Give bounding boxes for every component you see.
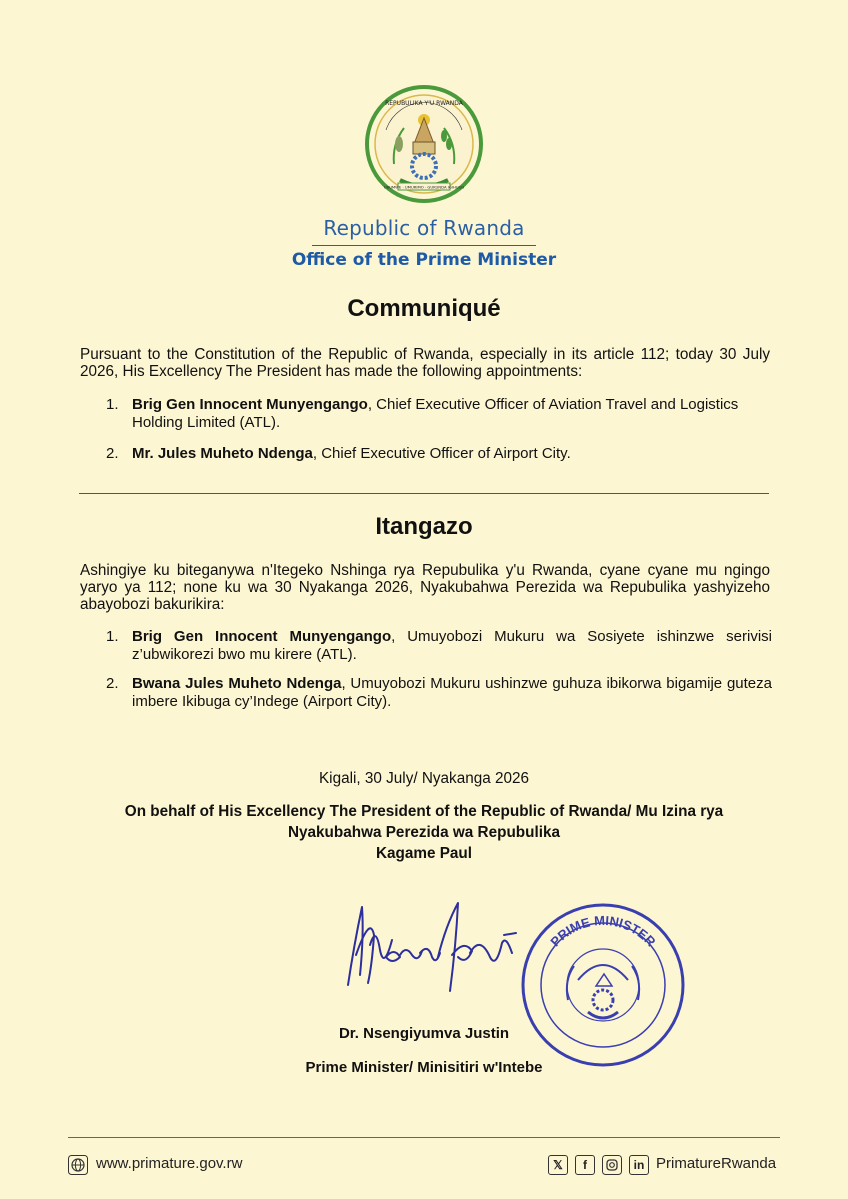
on-behalf-line: Nyakubahwa Perezida wa Repubulika xyxy=(287,824,561,841)
globe-icon xyxy=(68,1155,88,1175)
svg-text:PRIME MINISTER xyxy=(547,913,659,950)
svg-text:REPUBULIKA Y'U RWANDA: REPUBULIKA Y'U RWANDA xyxy=(385,100,463,107)
website-link[interactable]: www.primature.gov.rw xyxy=(96,1155,243,1172)
section-divider xyxy=(79,493,769,494)
communique-title: Communiqué xyxy=(347,295,501,322)
rwanda-coat-of-arms xyxy=(364,84,484,204)
x-icon[interactable]: 𝕏 xyxy=(548,1155,568,1175)
signatory-title: Prime Minister/ Minisitiri w'Intebe xyxy=(305,1059,543,1076)
footer-divider xyxy=(68,1137,780,1138)
official-stamp xyxy=(518,900,688,1070)
item-number: 2. xyxy=(106,445,119,462)
instagram-icon[interactable] xyxy=(602,1155,622,1175)
item-number: 1. xyxy=(106,628,119,645)
itangazo-intro: Ashingiye ku biteganywa n'Itegeko Nshinga rya Repubulika y'u Rwanda, cyane cyane mu ngingo yaryo ya 112; none ku wa 30 Nyakanga 2026, Nyakubahwa Perezida wa Repubulika yashyizeho abayobozi bakurikira: xyxy=(80,562,770,613)
item-number: 2. xyxy=(106,675,119,692)
appointee-role: , Chief Executive Officer of Airport City. xyxy=(312,445,571,462)
appointee-name: Brig Gen Innocent Munyengango xyxy=(132,628,392,645)
appointee-name: Mr. Jules Muheto Ndenga xyxy=(132,445,313,462)
itangazo-title: Itangazo xyxy=(375,513,473,540)
svg-text:UBUMWE · UMURIMO · GUKUNDA IGI: UBUMWE · UMURIMO · GUKUNDA IGIHUGU xyxy=(383,184,465,190)
signatory-name: Dr. Nsengiyumva Justin xyxy=(338,1025,510,1042)
appointee-name: Brig Gen Innocent Munyengango xyxy=(132,396,368,413)
header-divider xyxy=(312,245,536,246)
linkedin-icon[interactable]: in xyxy=(629,1155,649,1175)
stamp-label: PRIME MINISTER xyxy=(547,912,659,950)
on-behalf-line: On behalf of His Excellency The President of the Republic of Rwanda/ Mu Izina rya xyxy=(124,803,724,820)
appointee-role: , Umuyobozi Mukuru ushinzwe guhuza ibikorwa bigamije guteza imbere Ikibuga cy’Indege (Airport City). xyxy=(132,675,772,710)
republic-name: Republic of Rwanda xyxy=(323,216,525,240)
social-handle[interactable]: PrimatureRwanda xyxy=(656,1155,777,1172)
item-number: 1. xyxy=(106,396,119,413)
appointee-role: , Umuyobozi Mukuru wa Sosiyete ishinzwe serivisi z’ubwikorezi bwo mu kirere (ATL). xyxy=(132,628,772,663)
place-date: Kigali, 30 July/ Nyakanga 2026 xyxy=(318,770,530,787)
appointee-role: , Chief Executive Officer of Aviation Travel and Logistics Holding Limited (ATL). xyxy=(132,396,739,431)
appointee-name: Bwana Jules Muheto Ndenga xyxy=(132,675,342,692)
office-name: Office of the Prime Minister xyxy=(291,250,557,270)
communique-intro: Pursuant to the Constitution of the Republic of Rwanda, especially in its article 112; today 30 July 2026, His Excellency The President has made the following appointments: xyxy=(80,346,770,380)
signature-image xyxy=(340,895,525,995)
facebook-icon[interactable]: f xyxy=(575,1155,595,1175)
president-name: Kagame Paul xyxy=(375,845,473,862)
